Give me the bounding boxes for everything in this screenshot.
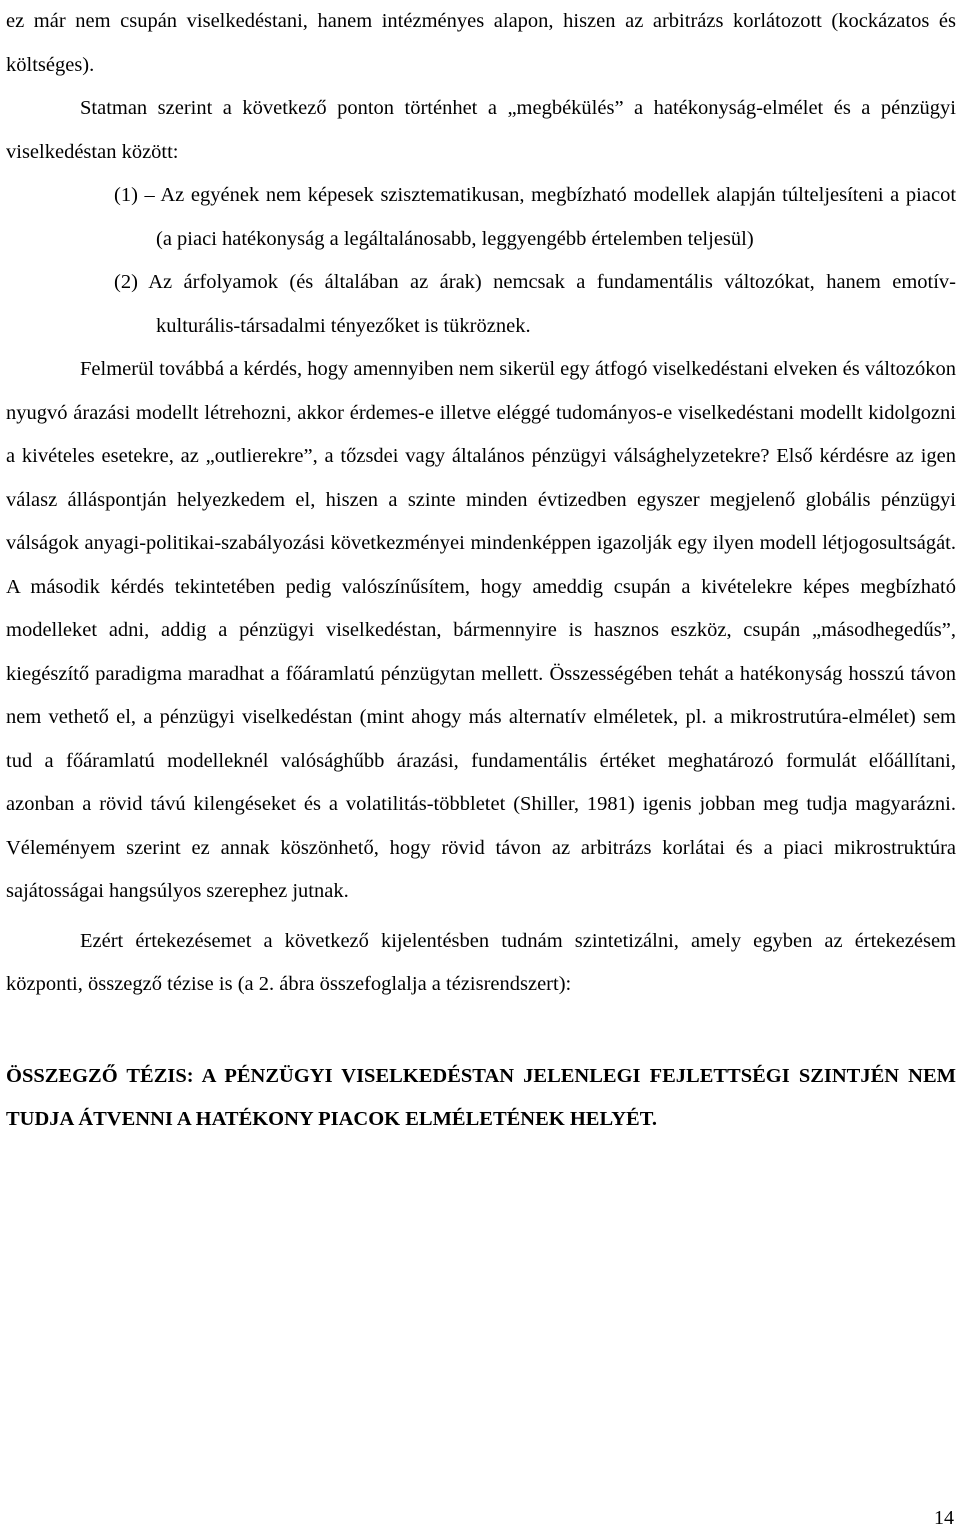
paragraph-continuation: ez már nem csupán viselkedéstani, hanem intézményes alapon, hiszen az arbitrázs korlátozott (kockázatos és költséges). xyxy=(6,10,956,76)
paragraph-discussion: Felmerül továbbá a kérdés, hogy amennyiben nem sikerül egy átfogó viselkedéstani elveken és változókon nyugvó árazási modellt létrehozni, akkor érdemes-e illetve eléggé tudományos-e viselkedéstani modellt kidolgozni a kivételes esetekre, az „outlierekre”, a tőzsdei vagy általános pénzügyi válsághelyzetekre? Első kérdésre az igen válasz álláspontján helyezkedem el, hiszen a szinte minden évtizedben egyszer megjelenő globális pénzügyi válságok anyagi-politikai-szabályozási következményei mindenképpen igazolják egy ilyen modell létjogosultságát. A második kérdés tekintetében pedig valószínűsítem, hogy ameddig csupán a kivételekre képes megbízható modelleket adni, addig a pénzügyi viselkedéstan, bármennyire is hasznos eszköz, csupán „másodhegedűs”, kiegészítő paradigma maradhat a főáramlatú pénzügytan mellett. Összességében tehát a hatékonyság hosszú távon nem vethető el, a pénzügyi viselkedéstan (mint ahogy más alternatív elméletek, pl. a mikrostrutúra-elmélet) sem tud a főáramlatú modelleknél valósághűbb árazási, fundamentális értéket meghatározó formulát előállítani, azonban a rövid távú kilengéseket és a volatilitás-többletet (Shiller, 1981) igenis jobban meg tudja magyarázni. Véleményem szerint ez annak köszönhető, hogy rövid távon az arbitrázs korlátai és a piaci mikrostruktúra sajátosságai hangsúlyos szerephez jutnak. xyxy=(6,358,956,902)
list-item-2 xyxy=(6,261,956,348)
paragraph-synthesis: Ezért értekezésemet a következő kijelentésben tudnám szintetizálni, amely egyben az értekezésem központi, összegző tézise is (a 2. ábra összefoglalja a tézisrendszert): xyxy=(6,929,956,995)
list-item-text: Az árfolyamok (és általában az árak) nemcsak a fundamentális változókat, hanem emotív-kulturális-társadalmi tényezőket is tükröznek. xyxy=(148,271,957,337)
list-item-number: (1) – xyxy=(114,184,155,206)
list-item-1 xyxy=(6,174,956,261)
numbered-list xyxy=(6,174,956,348)
paragraph-statman: Statman szerint a következő ponton történhet a „megbékülés” a hatékonyság-elmélet és a pénzügyi viselkedéstan között: xyxy=(6,97,956,163)
list-item-number: (2) xyxy=(114,271,138,293)
document-page xyxy=(6,0,956,1142)
list-item-text: Az egyének nem képesek szisztematikusan, megbízható modellek alapján túlteljesíteni a piacot (a piaci hatékonyság a legáltalánosabb, leggyengébb értelemben teljesül) xyxy=(156,184,957,250)
summary-thesis: ÖSSZEGZŐ TÉZIS: A PÉNZÜGYI VISELKEDÉSTAN JELENLEGI FEJLETTSÉGI SZINTJÉN NEM TUDJA ÁTVENNI A HATÉKONY PIACOK ELMÉLETÉNEK HELYÉT. xyxy=(6,1064,956,1130)
page-number: 14 xyxy=(934,1507,954,1529)
